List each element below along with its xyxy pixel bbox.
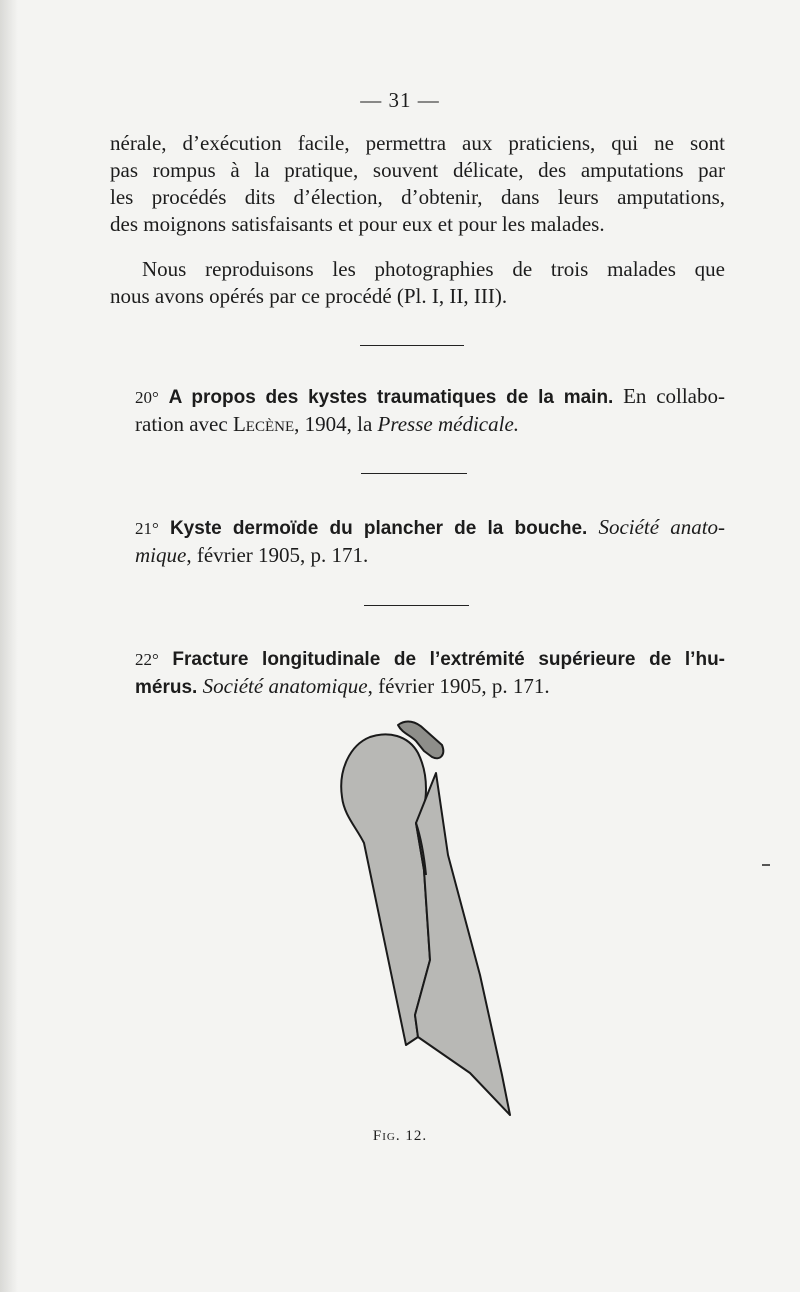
entry-text: ration avec	[135, 412, 228, 436]
humeral-head-fragment	[341, 734, 430, 1045]
section-divider	[361, 473, 467, 474]
humerus-bone	[341, 722, 510, 1115]
entry-title: Fracture longitudinale de l’extrémité supérieure de l’hu-	[172, 649, 725, 670]
entry-22-line-2	[110, 673, 725, 701]
entry-text: En collabo-	[623, 384, 725, 408]
entry-22	[110, 645, 725, 701]
journal-name: Société anatomique	[202, 674, 368, 698]
entry-number: 21°	[135, 519, 159, 538]
intro-line: nérale, d’exécution facile, permettra aux praticiens, qui ne sont	[110, 131, 725, 155]
journal-name: Presse médicale.	[377, 412, 520, 436]
section-divider	[364, 605, 469, 606]
entry-21	[110, 514, 725, 569]
intro-line: les procédés dits d’élection, d’obtenir, dans leurs amputations,	[110, 185, 725, 209]
entry-20-line-1	[110, 383, 725, 411]
page-edge-shadow	[0, 0, 18, 1292]
page-number: — 31 —	[360, 88, 440, 112]
section-divider	[360, 345, 464, 346]
entry-title: Kyste dermoïde du plancher de la bouche.	[169, 518, 588, 539]
photographs-line: Nous reproduisons les photographies de trois malades que	[142, 257, 725, 281]
entry-20-line-2	[110, 411, 725, 438]
journal-name: mique	[135, 543, 187, 567]
entry-21-line-2	[110, 542, 725, 569]
entry-number: 22°	[135, 650, 159, 669]
figure-caption	[0, 1128, 800, 1145]
shaft-fragment	[415, 773, 510, 1115]
entry-number: 20°	[135, 388, 159, 407]
figure-caption-text: Fig. 12.	[372, 1128, 428, 1144]
author-name: Lecène	[232, 412, 295, 436]
entry-20	[110, 383, 725, 438]
entry-title: mérus.	[135, 677, 198, 698]
photographs-paragraph	[110, 256, 725, 310]
print-speck	[762, 864, 770, 866]
journal-name: Société anato-	[598, 515, 726, 539]
entry-21-line-1	[110, 514, 725, 542]
intro-paragraph	[110, 130, 725, 238]
intro-line: des moignons satisfaisants et pour eux et pour les malades.	[110, 212, 605, 236]
entry-22-line-1	[110, 645, 725, 673]
humerus-fracture-illustration	[320, 715, 530, 1125]
entry-title: A propos des kystes traumatiques de la main.	[168, 387, 614, 408]
intro-line: pas rompus à la pratique, souvent délicate, des amputations par	[110, 158, 725, 182]
entry-text: , février 1905, p. 171.	[367, 674, 550, 698]
entry-text: , 1904, la	[294, 412, 373, 436]
photographs-line: nous avons opérés par ce procédé (Pl. I, II, III).	[110, 284, 508, 308]
entry-text: , février 1905, p. 171.	[186, 543, 369, 567]
